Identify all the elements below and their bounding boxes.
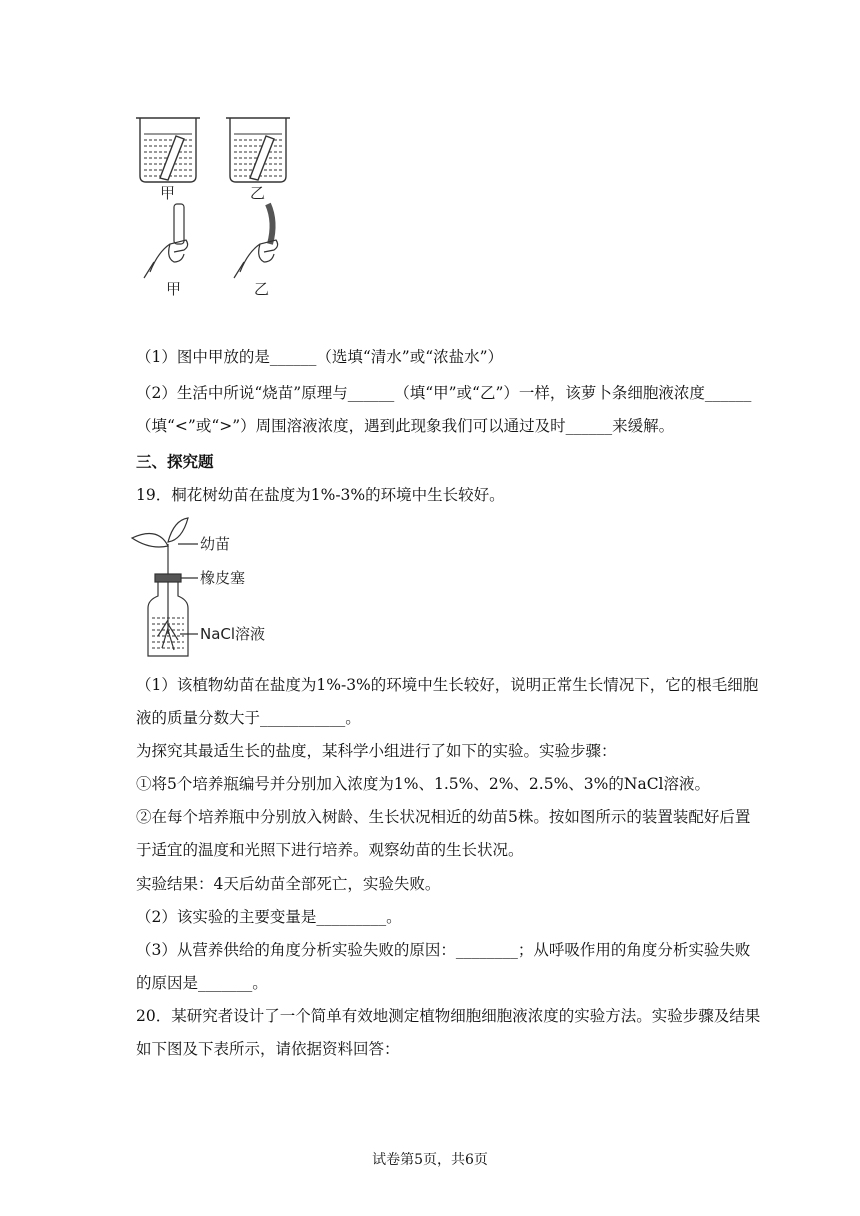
figure-beakers-hands — [130, 112, 300, 302]
q19-intro: 为探究其最适生长的盐度，某科学小组进行了如下的实验。实验步骤： — [136, 742, 617, 760]
beaker-label-jia: 甲 — [160, 184, 176, 202]
hand-jia — [144, 204, 188, 278]
q19-result: 实验结果：4天后幼苗全部死亡，实验失败。 — [136, 875, 441, 893]
q19-part1-line2: 液的质量分数大于___________。 — [136, 709, 361, 727]
q18-part2-line2: （填“<”或“>”）周围溶液浓度，遇到此现象我们可以通过及时______来缓解。 — [136, 417, 675, 435]
q19-part3-line2: 的原因是_______。 — [136, 974, 268, 992]
hand-label-jia: 甲 — [166, 280, 182, 298]
q18-part2-line1: （2）生活中所说“烧苗”原理与______（填“甲”或“乙”）一样，该萝卜条细胞液浓度______ — [136, 384, 752, 402]
page-footer: 试卷第5页，共6页 — [372, 1152, 488, 1168]
q19-part2: （2）该实验的主要变量是_________。 — [136, 908, 402, 926]
label-stopper: 橡皮塞 — [200, 569, 246, 587]
hand-label-yi: 乙 — [254, 280, 270, 298]
q19-step1: ①将5个培养瓶编号并分别加入浓度为1%、1.5%、2%、2.5%、3%的NaCl溶液。 — [136, 775, 711, 793]
q20-line2: 如下图及下表所示，请依据资料回答： — [136, 1040, 400, 1058]
hand-yi — [234, 204, 278, 278]
label-seedling: 幼苗 — [200, 535, 231, 553]
section-title: 三、探究题 — [136, 453, 214, 471]
q19-part3-line1: （3）从营养供给的角度分析实验失败的原因：________；从呼吸作用的角度分析实验失败 — [136, 941, 751, 959]
q19-part1-line1: （1）该植物幼苗在盐度为1%-3%的环境中生长较好，说明正常生长情况下，它的根毛细胞 — [136, 676, 759, 694]
beaker-yi — [226, 118, 290, 182]
beaker-label-yi: 乙 — [250, 184, 266, 202]
q19-step2-line1: ②在每个培养瓶中分别放入树龄、生长状况相近的幼苗5株。按如图所示的装置装配好后置 — [136, 808, 751, 826]
q20-line1: 20．某研究者设计了一个简单有效地测定植物细胞细胞液浓度的实验方法。实验步骤及结果 — [136, 1007, 761, 1025]
q19-step2-line2: 于适宜的温度和光照下进行培养。观察幼苗的生长状况。 — [136, 841, 524, 859]
beaker-jia — [136, 118, 200, 182]
q19-stem: 19．桐花树幼苗在盐度为1%-3%的环境中生长较好。 — [136, 486, 505, 504]
figure-seedling-bottle — [128, 516, 288, 662]
q18-part1: （1）图中甲放的是______（选填“清水”或“浓盐水”） — [136, 348, 504, 366]
label-nacl-solution: NaCl溶液 — [200, 625, 266, 643]
